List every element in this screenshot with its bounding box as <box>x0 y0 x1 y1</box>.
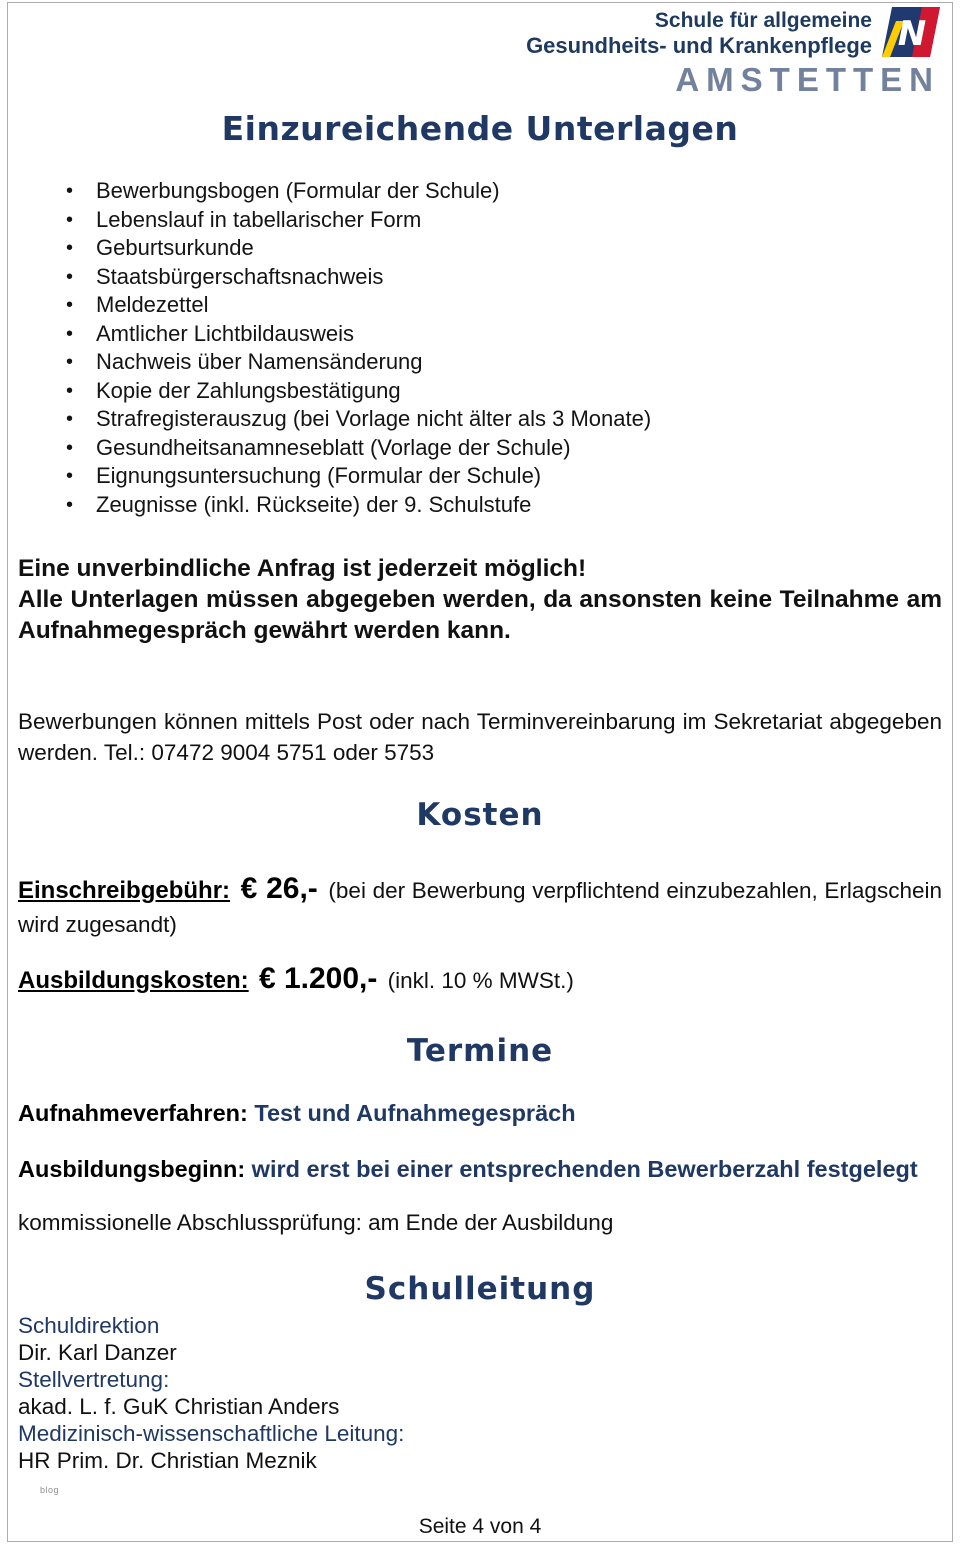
list-item: • Bewerbungsbogen (Formular der Schule) <box>66 177 942 206</box>
watermark-text: blog <box>40 1485 60 1495</box>
enrollment-fee-note: (bei der Bewerbung verpflichtend einzubezahlen, Erlagschein wird zugesandt) <box>18 878 942 937</box>
logo-line1: Schule für allgemeine <box>654 9 872 32</box>
staff-list <box>18 1312 942 1474</box>
training-cost-line <box>18 962 942 998</box>
svg-text:N: N <box>897 14 927 54</box>
list-item: • Meldezettel <box>66 291 942 320</box>
staff-role: Stellvertretung: <box>18 1367 170 1392</box>
staff-role: Schuldirektion <box>18 1313 160 1338</box>
term-line-ausbildungsbeginn <box>18 1154 942 1184</box>
logo-top-row <box>526 7 940 59</box>
list-item: • Staatsbürgerschaftsnachweis <box>66 263 942 292</box>
logo-city: AMSTETTEN <box>675 61 940 98</box>
notice-line2: Alle Unterlagen müssen abgegeben werden, da ansonsten keine Teilnahme am Aufnahmegespräch gewährt werden kann. <box>18 586 942 644</box>
training-cost-amount: € 1.200,- <box>258 962 378 995</box>
list-item: • Kopie der Zahlungsbestätigung <box>66 377 942 406</box>
section-heading-termine: Termine <box>406 1033 554 1069</box>
enrollment-fee-label: Einschreibgebühr: <box>18 877 231 904</box>
term-value: Test und Aufnahmegespräch <box>254 1100 576 1126</box>
staff-role: Medizinisch-wissenschaftliche Leitung: <box>18 1421 405 1446</box>
term-line-abschlusspruefung: kommissionelle Abschlussprüfung: am Ende der Ausbildung <box>18 1210 614 1235</box>
list-item: • Lebenslauf in tabellarischer Form <box>66 206 942 235</box>
staff-name: Dir. Karl Danzer <box>18 1340 177 1365</box>
notice-line1: Eine unverbindliche Anfrag ist jederzeit möglich! <box>18 555 587 582</box>
term-label: Aufnahmeverfahren: <box>18 1100 248 1126</box>
list-item: • Eignungsuntersuchung (Formular der Schule) <box>66 462 942 491</box>
page-number: Seite 4 von 4 <box>418 1515 542 1538</box>
staff-name: HR Prim. Dr. Christian Meznik <box>18 1448 317 1473</box>
lower-austria-flag-icon <box>882 7 940 57</box>
page-title: Einzureichende Unterlagen <box>221 109 739 148</box>
enrollment-fee-amount: € 26,- <box>240 872 318 905</box>
logo-text <box>526 7 872 59</box>
list-item: • Zeugnisse (inkl. Rückseite) der 9. Schulstufe <box>66 491 942 520</box>
enrollment-fee-line <box>18 872 942 942</box>
list-item: • Gesundheitsanamneseblatt (Vorlage der Schule) <box>66 434 942 463</box>
application-paragraph: Bewerbungen können mittels Post oder nach Terminvereinbarung im Sekretariat abgegeben werden. Tel.: 07472 9004 5751 oder 5753 <box>18 709 942 765</box>
term-label: Ausbildungsbeginn: <box>18 1156 246 1182</box>
list-item: • Amtlicher Lichtbildausweis <box>66 320 942 349</box>
term-value: wird erst bei einer entsprechenden Bewerberzahl festgelegt <box>251 1156 918 1182</box>
training-cost-label: Ausbildungskosten: <box>18 967 249 994</box>
section-heading-schulleitung: Schulleitung <box>364 1271 596 1307</box>
school-logo <box>526 7 940 99</box>
list-item: • Nachweis über Namensänderung <box>66 348 942 377</box>
document-page <box>7 2 953 1542</box>
notice-paragraph <box>18 553 942 646</box>
list-item: • Geburtsurkunde <box>66 234 942 263</box>
list-item: • Strafregisterauszug (bei Vorlage nicht älter als 3 Monate) <box>66 405 942 434</box>
term-line-aufnahmeverfahren <box>18 1098 942 1128</box>
required-documents-list <box>66 177 942 519</box>
training-cost-note: (inkl. 10 % MWSt.) <box>387 968 574 993</box>
logo-line2: Gesundheits- und Krankenpflege <box>526 33 872 58</box>
section-heading-kosten: Kosten <box>416 797 544 833</box>
staff-name: akad. L. f. GuK Christian Anders <box>18 1394 340 1419</box>
